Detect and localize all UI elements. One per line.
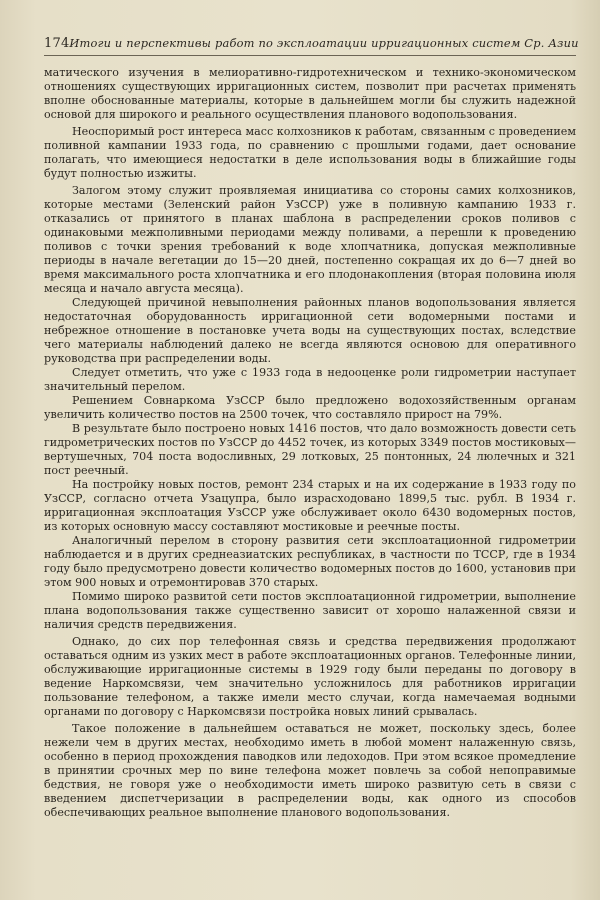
- paragraph: Однако, до сих пор телефонная связь и средства передвижения продолжают оставаться одним из узких мест в работе эксплоатационных органов. Телефонные линии, обслуживающие ирригационные системы в 1929 году были переданы по договору в ведение Наркомсвязи, чем значительно усложнилось для работников ирригации пользование телефоном, а также имели место случаи, когда намечаемая водными органами по договору с Наркомсвязи постройка новых линий срывалась.: [44, 635, 576, 718]
- paragraph: Такое положение в дальнейшем оставаться не может, поскольку здесь, более нежели чем в других местах, необходимо иметь в любой момент налаженную связь, особенно в период прохождения паводков или ледоходов. При этом всякое промедление в принятии срочных мер по вине телефона может повлечь за собой непоправимые бедствия, не говоря уже о необходимости иметь широко развитую сеть в связи с введением диспетчеризации в распределении воды, как одного из способов обеспечивающих реальное выполнение планового водопользования.: [44, 722, 576, 819]
- paragraph: Неоспоримый рост интереса масс колхозников к работам, связанным с проведением поливной кампании 1933 года, по сравнению с прошлыми годами, дает основание полагать, что имеющиеся недостатки в деле использования воды в ближайшие годы будут полностью изжиты.: [44, 125, 576, 180]
- paragraph: Аналогичный перелом в сторону развития сети эксплоатационной гидрометрии наблюдается и в других среднеазиатских республиках, в частности по ТССР, где в 1934 году было предусмотрено довести количество водомерных постов до 1600, установив при этом 900 новых и отремонтировав 370 старых.: [44, 534, 576, 589]
- paragraph: Следующей причиной невыполнения районных планов водопользования является недостаточная оборудованность ирригационной сети водомерными постами и небрежное отношение в постановке учета воды на существующих постах, вследствие чего материалы наблюдений далеко не всегда являются основою для оперативного руководства при распределении воды.: [44, 296, 576, 365]
- paragraph: На постройку новых постов, ремонт 234 старых и на их содержание в 1933 году по УзССР, согласно отчета Узацупра, было израсходовано 1899,5 тыс. рубл. В 1934 г. ирригационная эксплоатация УзССР уже обслуживает около 6430 водомерных постов, из которых основную массу составляют мостиковые и реечные посты.: [44, 478, 576, 533]
- paragraph: Следует отметить, что уже с 1933 года в недооценке роли гидрометрии наступает значительный перелом.: [44, 366, 576, 393]
- paragraph: В результате было построено новых 1416 постов, что дало возможность довести сеть гидрометрических постов по УзССР до 4452 точек, из которых 3349 постов мостиковых—вертушечных, 704 поста водосливных, 29 лотковых, 25 понтонных, 24 люлечных и 321 пост реечный.: [44, 422, 576, 477]
- page-header: [44, 36, 579, 56]
- paragraph: матического изучения в мелиоративно-гидротехническом и технико-экономическом отношениях существующих ирригационных систем, позволит при расчетах применять вполне обоснованные материалы, которые в дальнейшем могли бы служить надежной основой для широкого и реального осуществления планового водопользования.: [44, 66, 576, 121]
- running-title: Итоги и перспективы работ по эксплоатации ирригационных систем Ср. Азии: [69, 36, 579, 50]
- paragraph: Залогом этому служит проявляемая инициатива со стороны самих колхозников, которые местами (Зеленский район УзССР) уже в поливную кампанию 1933 г. отказались от принятого в планах шаблона в распределении сроков поливов с одинаковыми межполивными периодами между поливами, а перешли к проведению поливов с точки зрения требований к воде хлопчатника, допуская межполивные периоды в начале вегетации до 15—20 дней, постепенно сокращая их до 6—7 дней во время максимального роста хлопчатника и его плодонакопления (вторая половина июля месяца и начало августа месяца).: [44, 184, 576, 295]
- text-body: [44, 66, 576, 820]
- paragraph: Помимо широко развитой сети постов эксплоатационной гидрометрии, выполнение плана водопользования также существенно зависит от хорошо налаженной связи и наличия средств передвижения.: [44, 590, 576, 631]
- page-number: 174: [44, 36, 70, 51]
- paragraph: Решением Совнаркома УзССР было предложено водохозяйственным органам увеличить количество постов на 2500 точек, что составляло прирост на 79%.: [44, 394, 576, 421]
